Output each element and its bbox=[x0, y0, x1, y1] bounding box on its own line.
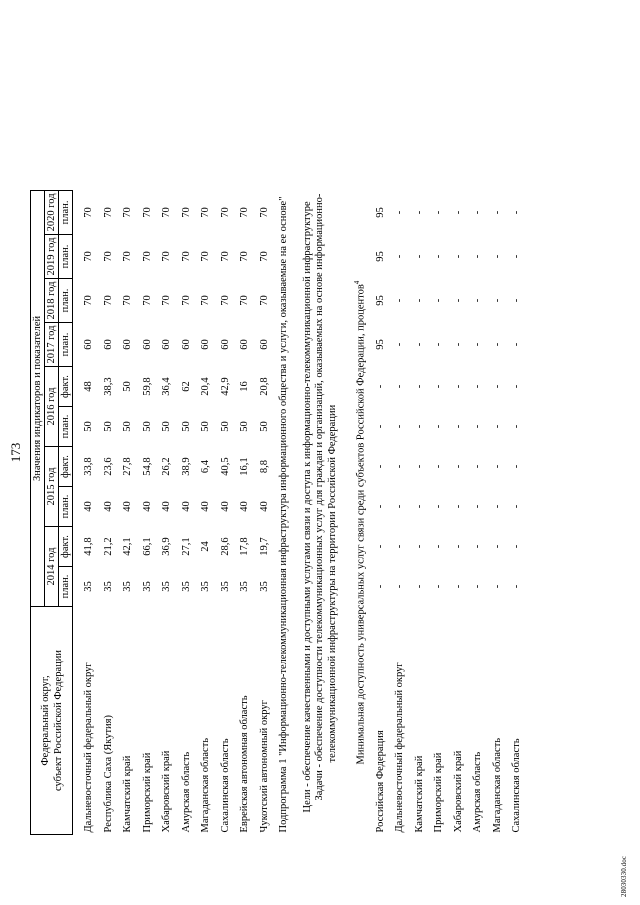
value-cell: 70 bbox=[180, 251, 192, 262]
value-cell: - bbox=[452, 544, 464, 549]
value-cell: - bbox=[413, 544, 425, 549]
region-column-header bbox=[31, 607, 73, 835]
region-name: Камчатский край bbox=[413, 755, 425, 833]
table-row bbox=[196, 190, 216, 834]
value-cell: - bbox=[394, 424, 405, 429]
value-cell: 70 bbox=[141, 207, 153, 218]
value-cell: 40 bbox=[180, 501, 192, 512]
value-cell: 70 bbox=[258, 207, 270, 218]
table-row bbox=[410, 190, 430, 834]
value-cell: 70 bbox=[200, 207, 211, 218]
value-cell: 35 bbox=[122, 581, 133, 592]
tasks-text: Задачи - обеспечение доступности телекоммуникационных услуг для граждан и организаций, оказываемых на основе информационно- bbox=[314, 193, 326, 801]
value-cell: 50 bbox=[102, 421, 114, 432]
value-cell: 70 bbox=[239, 295, 250, 306]
value-cell: 20,8 bbox=[258, 377, 270, 396]
value-cell: 62 bbox=[180, 381, 192, 392]
table-row bbox=[255, 190, 275, 834]
region-name: Магаданская область bbox=[491, 737, 503, 833]
value-cell: 50 bbox=[83, 421, 94, 432]
year-2015-header: 2015 год bbox=[45, 447, 59, 527]
value-cell: 70 bbox=[83, 207, 94, 218]
value-cell: 59,8 bbox=[141, 377, 153, 396]
value-cell: 28,6 bbox=[219, 537, 231, 556]
value-cell: - bbox=[374, 544, 386, 549]
value-cell: 60 bbox=[239, 339, 250, 350]
value-cell: 40 bbox=[102, 501, 114, 512]
value-cell: 40 bbox=[122, 501, 133, 512]
value-cell: 23,6 bbox=[102, 457, 114, 476]
value-cell: 70 bbox=[258, 251, 270, 262]
subprogram-title: Подпрограмма 1 "Информационно-телекоммуникационная инфраструктура информационного общества и услуги, оказываемые на ее основе" bbox=[278, 196, 289, 833]
value-cell: - bbox=[394, 254, 405, 259]
value-cell: - bbox=[491, 544, 503, 549]
table-row bbox=[488, 190, 508, 834]
value-cell: - bbox=[374, 384, 386, 389]
value-cell: - bbox=[394, 384, 405, 389]
value-cell: 54,8 bbox=[141, 457, 153, 476]
value-cell: - bbox=[413, 504, 425, 509]
value-cell: - bbox=[472, 342, 483, 347]
value-cell: 70 bbox=[122, 295, 133, 306]
value-cell: 40 bbox=[239, 501, 250, 512]
value-cell: - bbox=[491, 584, 503, 589]
value-cell: 60 bbox=[180, 339, 192, 350]
value-cell: 40,5 bbox=[219, 457, 231, 476]
value-cell: - bbox=[413, 342, 425, 347]
value-cell: 70 bbox=[141, 295, 153, 306]
region-name: Амурская область bbox=[180, 751, 192, 833]
value-cell: 70 bbox=[83, 295, 94, 306]
goals-text: Цели - обеспечение качественными и доступными услугами связи и доступа к информационно-телекоммуникационной инфраструктуре bbox=[301, 201, 313, 813]
value-cell: 35 bbox=[180, 581, 192, 592]
value-cell: - bbox=[511, 544, 522, 549]
indicators-table bbox=[30, 190, 527, 835]
value-cell: - bbox=[491, 342, 503, 347]
value-cell: 20,4 bbox=[200, 377, 211, 396]
value-cell: - bbox=[472, 210, 483, 215]
value-cell: - bbox=[433, 544, 444, 549]
value-cell: 50 bbox=[122, 421, 133, 432]
value-cell: - bbox=[433, 210, 444, 215]
value-cell: - bbox=[452, 298, 464, 303]
value-cell: - bbox=[394, 544, 405, 549]
value-cell: - bbox=[491, 298, 503, 303]
value-cell: 38,9 bbox=[180, 457, 192, 476]
fact-header: факт. bbox=[59, 527, 73, 567]
value-cell: - bbox=[452, 210, 464, 215]
value-cell: - bbox=[433, 424, 444, 429]
region-name: Приморский край bbox=[141, 752, 153, 833]
value-cell: 70 bbox=[141, 251, 153, 262]
plan-header: план. bbox=[59, 407, 73, 447]
plan-header: план. bbox=[59, 567, 73, 607]
value-cell: - bbox=[511, 254, 522, 259]
value-cell: - bbox=[413, 464, 425, 469]
region-name: Хабаровский край bbox=[161, 750, 172, 833]
value-cell: - bbox=[394, 464, 405, 469]
region-name: Сахалинская область bbox=[219, 738, 231, 833]
region-name: Хабаровский край bbox=[452, 750, 464, 833]
footnote-mark: 4 bbox=[352, 280, 361, 285]
value-cell: - bbox=[413, 210, 425, 215]
value-cell: - bbox=[472, 298, 483, 303]
value-cell: 35 bbox=[141, 581, 153, 592]
tasks-text-continued: телекоммуникационной инфраструктуры на территории Российской Федерации bbox=[326, 404, 338, 763]
value-cell: 50 bbox=[141, 421, 153, 432]
value-cell: 35 bbox=[102, 581, 114, 592]
value-cell: 41,8 bbox=[83, 537, 94, 556]
value-cell: 35 bbox=[258, 581, 270, 592]
region-name: Российская Федерация bbox=[374, 730, 386, 833]
value-cell: 70 bbox=[161, 295, 172, 306]
year-2017-header: 2017 год bbox=[45, 323, 59, 367]
year-2014-header: 2014 год bbox=[45, 527, 59, 607]
value-cell: - bbox=[433, 384, 444, 389]
region-name: Еврейская автономная область bbox=[239, 695, 250, 833]
table-row bbox=[390, 190, 410, 834]
value-cell: 95 bbox=[374, 295, 386, 306]
region-name: Дальневосточный федеральный округ bbox=[83, 662, 94, 833]
value-cell: - bbox=[374, 504, 386, 509]
value-cell: 35 bbox=[83, 581, 94, 592]
goals-tasks-block bbox=[294, 190, 348, 834]
value-cell: - bbox=[413, 584, 425, 589]
value-cell: 70 bbox=[161, 251, 172, 262]
region-header-line1: Федеральный округ, bbox=[39, 675, 51, 766]
value-cell: 66,1 bbox=[141, 537, 153, 556]
value-cell: 40 bbox=[258, 501, 270, 512]
value-cell: 95 bbox=[374, 251, 386, 262]
value-cell: - bbox=[491, 254, 503, 259]
value-cell: 27,1 bbox=[180, 537, 192, 556]
value-cell: 60 bbox=[161, 339, 172, 350]
table-row bbox=[429, 190, 449, 834]
value-cell: - bbox=[511, 210, 522, 215]
value-cell: - bbox=[374, 464, 386, 469]
value-cell: 60 bbox=[102, 339, 114, 350]
table-row bbox=[177, 190, 197, 834]
value-cell: - bbox=[413, 298, 425, 303]
table-row bbox=[235, 190, 255, 834]
year-2016-header: 2016 год bbox=[45, 367, 59, 447]
value-cell: 40 bbox=[200, 501, 211, 512]
value-cell: 40 bbox=[219, 501, 231, 512]
value-cell: - bbox=[433, 254, 444, 259]
document-code: 28030330.doc bbox=[620, 855, 628, 897]
region-name: Сахалинская область bbox=[511, 738, 522, 833]
value-cell: 70 bbox=[219, 207, 231, 218]
indicator-values-header: Значения индикаторов и показателей bbox=[31, 190, 45, 606]
value-cell: - bbox=[511, 298, 522, 303]
value-cell: 36,9 bbox=[161, 537, 172, 556]
value-cell: 16,1 bbox=[239, 457, 250, 476]
value-cell: 48 bbox=[83, 381, 94, 392]
value-cell: - bbox=[433, 464, 444, 469]
table-row bbox=[216, 190, 236, 834]
year-2019-header: 2019 год bbox=[45, 235, 59, 279]
value-cell: 19,7 bbox=[258, 537, 270, 556]
subprogram-row bbox=[274, 190, 294, 834]
value-cell: - bbox=[452, 424, 464, 429]
value-cell: 6,4 bbox=[200, 459, 211, 474]
value-cell: 42,9 bbox=[219, 377, 231, 396]
value-cell: 36,4 bbox=[161, 377, 172, 396]
value-cell: 26,2 bbox=[161, 457, 172, 476]
region-name: Чукотский автономный округ bbox=[258, 700, 270, 833]
value-cell: - bbox=[394, 298, 405, 303]
region-name: Магаданская область bbox=[200, 737, 211, 833]
value-cell: - bbox=[452, 384, 464, 389]
value-cell: - bbox=[511, 342, 522, 347]
indicator-title-text: Минимальная доступность универсальных услуг связи среди субъектов Российской Федерации, процентов bbox=[355, 284, 366, 765]
value-cell: 40 bbox=[83, 501, 94, 512]
value-cell: - bbox=[511, 504, 522, 509]
table-header bbox=[31, 190, 73, 834]
value-cell: - bbox=[433, 298, 444, 303]
region-name: Амурская область bbox=[472, 751, 483, 833]
value-cell: - bbox=[452, 584, 464, 589]
region-name: Дальневосточный федеральный округ bbox=[394, 662, 405, 833]
value-cell: 40 bbox=[161, 501, 172, 512]
value-cell: - bbox=[491, 424, 503, 429]
value-cell: 60 bbox=[83, 339, 94, 350]
value-cell: 50 bbox=[239, 421, 250, 432]
value-cell: 60 bbox=[122, 339, 133, 350]
region-header-line2: субъект Российской Федерации bbox=[52, 650, 64, 791]
table-row bbox=[507, 190, 527, 834]
plan-header: план. bbox=[59, 487, 73, 527]
value-cell: 70 bbox=[258, 295, 270, 306]
indicator-title bbox=[348, 190, 371, 834]
value-cell: 38,3 bbox=[102, 377, 114, 396]
indicator-title-row bbox=[348, 190, 371, 834]
value-cell: 17,8 bbox=[239, 537, 250, 556]
value-cell: - bbox=[472, 464, 483, 469]
value-cell: 70 bbox=[200, 251, 211, 262]
value-cell: 8,8 bbox=[258, 459, 270, 474]
value-cell: 16 bbox=[239, 381, 250, 392]
value-cell: 50 bbox=[219, 421, 231, 432]
value-cell: 42,1 bbox=[122, 537, 133, 556]
value-cell: 70 bbox=[239, 207, 250, 218]
value-cell: - bbox=[511, 584, 522, 589]
year-2020-header: 2020 год bbox=[45, 190, 59, 234]
value-cell: 70 bbox=[180, 295, 192, 306]
table-row bbox=[99, 190, 119, 834]
goals-tasks-row bbox=[294, 190, 348, 834]
value-cell: 70 bbox=[83, 251, 94, 262]
value-cell: - bbox=[394, 342, 405, 347]
value-cell: 95 bbox=[374, 339, 386, 350]
value-cell: - bbox=[433, 504, 444, 509]
value-cell: - bbox=[491, 384, 503, 389]
value-cell: 70 bbox=[200, 295, 211, 306]
table-row bbox=[468, 190, 488, 834]
region-name: Приморский край bbox=[433, 752, 444, 833]
fact-header: факт. bbox=[59, 447, 73, 487]
table-body bbox=[73, 190, 527, 834]
value-cell: - bbox=[511, 424, 522, 429]
value-cell: - bbox=[394, 584, 405, 589]
value-cell: - bbox=[413, 254, 425, 259]
value-cell: - bbox=[374, 584, 386, 589]
table-row bbox=[449, 190, 469, 834]
value-cell: 35 bbox=[200, 581, 211, 592]
value-cell: 50 bbox=[180, 421, 192, 432]
value-cell: 21,2 bbox=[102, 537, 114, 556]
value-cell: 70 bbox=[219, 295, 231, 306]
value-cell: - bbox=[452, 342, 464, 347]
plan-header: план. bbox=[59, 235, 73, 279]
page-number: 173 bbox=[8, 442, 23, 463]
value-cell: 70 bbox=[239, 251, 250, 262]
value-cell: 70 bbox=[102, 251, 114, 262]
plan-header: план. bbox=[59, 323, 73, 367]
value-cell: - bbox=[472, 424, 483, 429]
value-cell: - bbox=[433, 584, 444, 589]
value-cell: 70 bbox=[122, 251, 133, 262]
value-cell: 50 bbox=[258, 421, 270, 432]
value-cell: 50 bbox=[161, 421, 172, 432]
value-cell: - bbox=[472, 504, 483, 509]
value-cell: 60 bbox=[258, 339, 270, 350]
value-cell: - bbox=[413, 384, 425, 389]
value-cell: 70 bbox=[180, 207, 192, 218]
value-cell: 70 bbox=[219, 251, 231, 262]
value-cell: - bbox=[452, 504, 464, 509]
table-row bbox=[371, 190, 391, 834]
table-row bbox=[79, 190, 99, 834]
value-cell: - bbox=[491, 504, 503, 509]
value-cell: - bbox=[394, 210, 405, 215]
value-cell: - bbox=[472, 544, 483, 549]
value-cell: 60 bbox=[200, 339, 211, 350]
value-cell: - bbox=[511, 384, 522, 389]
value-cell: 24 bbox=[200, 541, 211, 552]
table-row bbox=[157, 190, 177, 834]
value-cell: 35 bbox=[239, 581, 250, 592]
value-cell: - bbox=[433, 342, 444, 347]
value-cell: 60 bbox=[219, 339, 231, 350]
value-cell: - bbox=[452, 464, 464, 469]
value-cell: 50 bbox=[122, 381, 133, 392]
value-cell: 70 bbox=[102, 207, 114, 218]
value-cell: - bbox=[491, 464, 503, 469]
value-cell: 70 bbox=[122, 207, 133, 218]
value-cell: - bbox=[374, 424, 386, 429]
region-name: Республика Саха (Якутия) bbox=[102, 715, 114, 833]
value-cell: 27,8 bbox=[122, 457, 133, 476]
value-cell: - bbox=[394, 504, 405, 509]
value-cell: 50 bbox=[200, 421, 211, 432]
value-cell: 95 bbox=[374, 207, 386, 218]
table-row bbox=[118, 190, 138, 834]
value-cell: 70 bbox=[102, 295, 114, 306]
fact-header: факт. bbox=[59, 367, 73, 407]
value-cell: 40 bbox=[141, 501, 153, 512]
value-cell: - bbox=[511, 464, 522, 469]
value-cell: - bbox=[472, 584, 483, 589]
value-cell: 35 bbox=[219, 581, 231, 592]
table-row bbox=[138, 190, 158, 834]
value-cell: - bbox=[413, 424, 425, 429]
plan-header: план. bbox=[59, 279, 73, 323]
value-cell: - bbox=[472, 254, 483, 259]
region-name: Камчатский край bbox=[122, 755, 133, 833]
value-cell: 70 bbox=[161, 207, 172, 218]
value-cell: 33,8 bbox=[83, 457, 94, 476]
value-cell: - bbox=[452, 254, 464, 259]
year-2018-header: 2018 год bbox=[45, 279, 59, 323]
plan-header: план. bbox=[59, 190, 73, 234]
value-cell: - bbox=[472, 384, 483, 389]
value-cell: 60 bbox=[141, 339, 153, 350]
value-cell: - bbox=[491, 210, 503, 215]
value-cell: 35 bbox=[161, 581, 172, 592]
